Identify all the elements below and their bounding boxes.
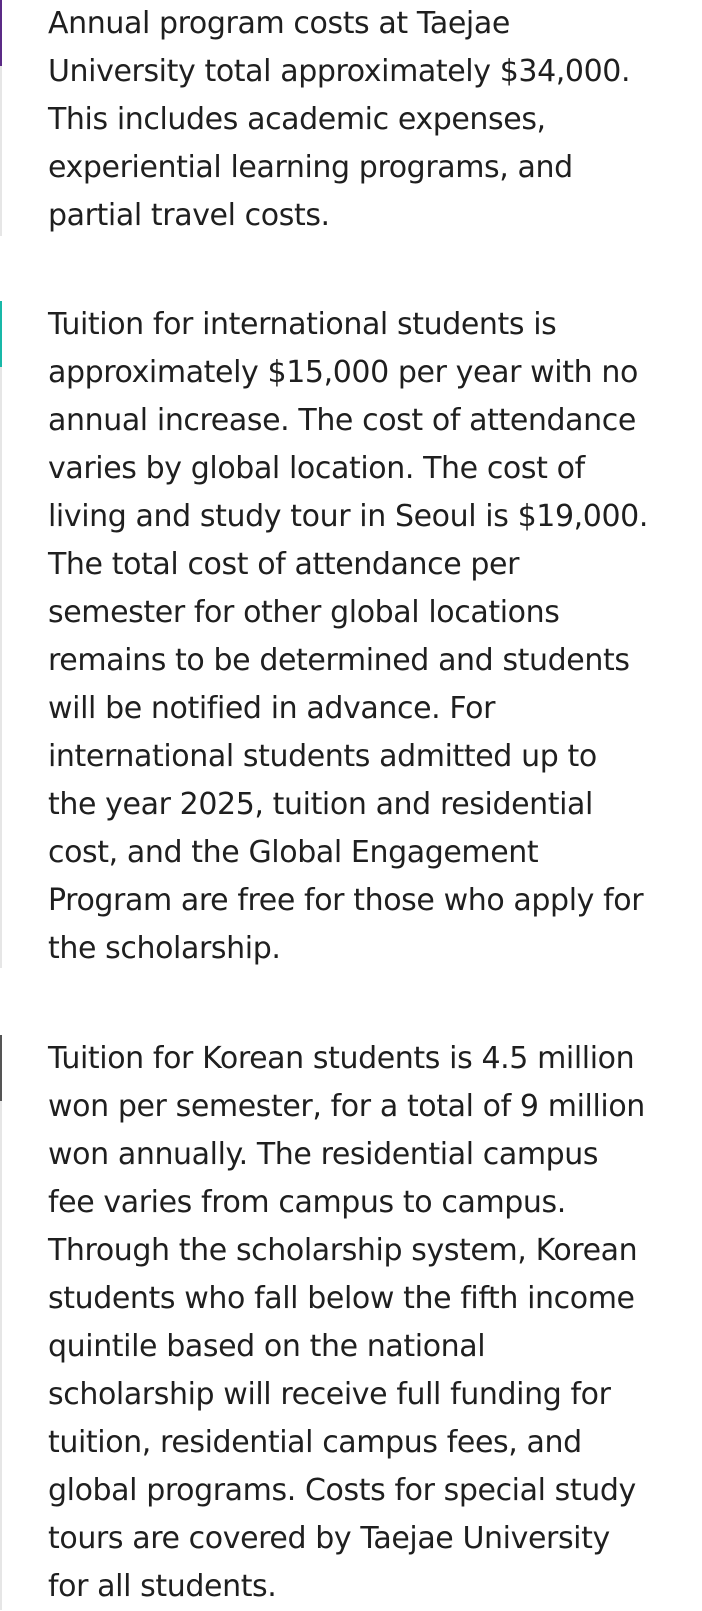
international-tuition-section (0, 301, 702, 968)
annual-costs-text: Annual program costs at Taejae University total approximately $34,000. This includes academic expenses, experiential learning programs, and partial travel costs. (48, 6, 631, 233)
section-rail (0, 1035, 2, 1610)
korean-tuition-section (0, 1035, 702, 1610)
korean-tuition-text: Tuition for Korean students is 4.5 million won per semester, for a total of 9 million won annually. The residential campus fee varies from campus to campus. Through the scholarship system, Korean students who fall below the fifth income quintile based on the national scholarship will receive full funding for tuition, residential campus fees, and global programs. Costs for special study tours are covered by Taejae University for all students. (48, 1041, 645, 1604)
section-rail (0, 301, 2, 968)
international-tuition-text: Tuition for international students is approximately $15,000 per year with no annual increase. The cost of attendance varies by global location. The cost of living and study tour in Seoul is $19,000. The total cost of attendance per semester for other global locations remains to be determined and students will be notified in advance. For international students admitted up to the year 2025, tuition and residential cost, and the Global Engagement Program are free for those who apply for the scholarship. (48, 307, 648, 966)
section-accent-bar (0, 1035, 2, 1101)
annual-costs-section (0, 0, 702, 236)
section-accent-bar (0, 301, 2, 367)
section-accent-bar (0, 0, 2, 66)
